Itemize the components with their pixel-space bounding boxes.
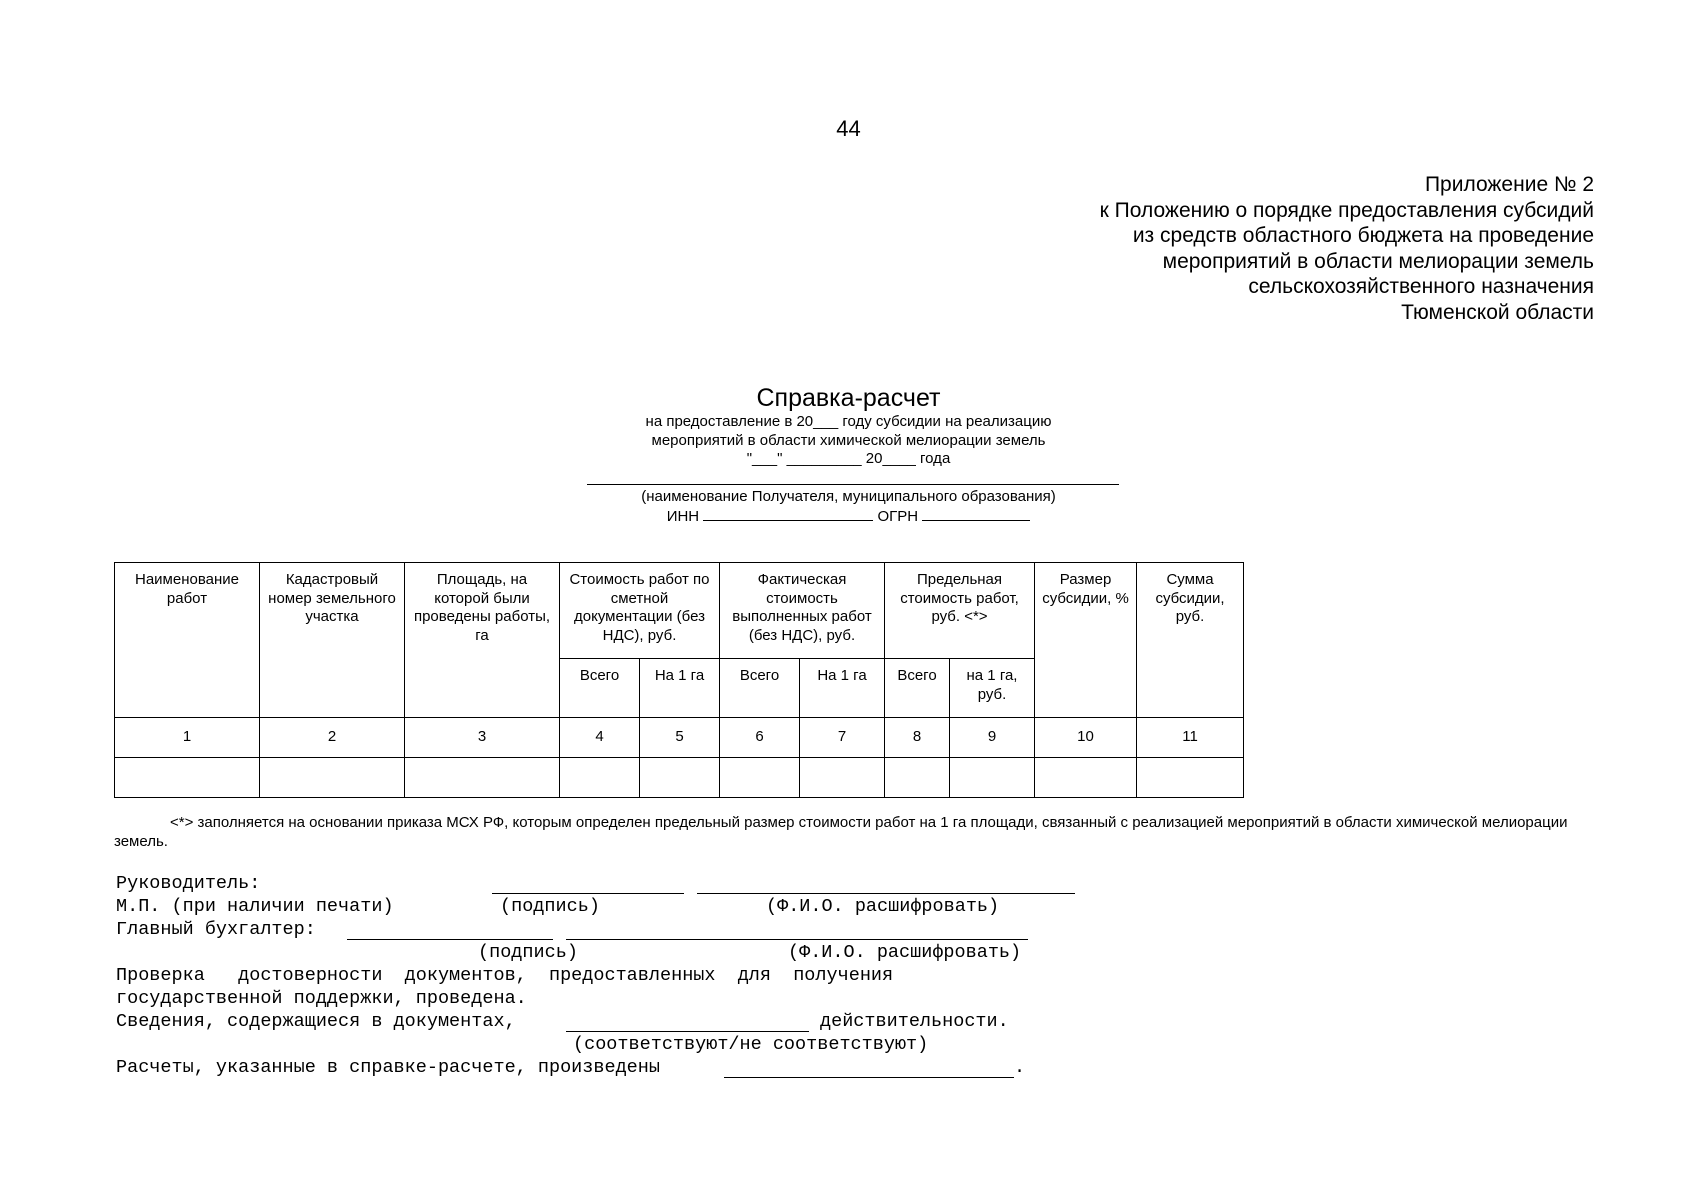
table-cell [1137, 758, 1244, 798]
info-prefix: Сведения, содержащиеся в документах, [116, 1011, 516, 1032]
column-number: 8 [885, 718, 950, 758]
appendix-line: к Положению о порядке предоставления субсидий [1099, 198, 1594, 222]
header-cell: Фактическая стоимость выполненных работ (без НДС), руб. [720, 563, 885, 659]
appendix-reference [1100, 172, 1594, 325]
head-fio-line [697, 893, 1075, 894]
column-number: 10 [1035, 718, 1137, 758]
date-line: "___" _________ 20____ года [746, 450, 951, 467]
column-number: 9 [950, 718, 1035, 758]
table-cell [260, 758, 405, 798]
table-cell [640, 758, 720, 798]
subheader-cell: Всего [560, 659, 640, 718]
table-row [115, 758, 1244, 798]
table-cell [800, 758, 885, 798]
table-cell [115, 758, 260, 798]
ogrn-blank [922, 506, 1030, 521]
accountant-signature-caption: (подпись) [478, 942, 578, 963]
calc-blank-line [724, 1077, 1014, 1078]
footnote: <*> заполняется на основании приказа МСХ РФ, которым определен предельный размер стоимости работ на 1 га площади, связанный с реализацией мероприятий в области химической мелиорации земель. [114, 814, 1568, 850]
check-line: государственной поддержки, проведена. [116, 988, 527, 1009]
head-fio-caption: (Ф.И.О. расшифровать) [766, 896, 1000, 917]
appendix-line: Приложение № 2 [1424, 173, 1594, 196]
document-title: Справка-расчет [756, 384, 941, 412]
column-number: 3 [405, 718, 560, 758]
table-cell [950, 758, 1035, 798]
header-cell: Стоимость работ по сметной документации (без НДС), руб. [560, 563, 720, 659]
appendix-line: мероприятий в области мелиорации земель [1162, 249, 1594, 273]
subtitle-line: мероприятий в области химической мелиорации земель [651, 431, 1046, 449]
title-block [0, 383, 1697, 469]
recipient-name-line [587, 484, 1119, 485]
column-number: 1 [115, 718, 260, 758]
page-number: 44 [836, 116, 861, 141]
column-number: 5 [640, 718, 720, 758]
accountant-fio-caption: (Ф.И.О. расшифровать) [788, 942, 1022, 963]
check-line: Проверка достоверности документов, предоставленных для получения [116, 965, 894, 986]
subheader-cell: На 1 га [640, 659, 720, 718]
column-number: 2 [260, 718, 405, 758]
table-number-row [115, 718, 1244, 758]
column-number: 11 [1137, 718, 1244, 758]
subheader-cell: На 1 га [800, 659, 885, 718]
table-cell [720, 758, 800, 798]
info-blank-line [566, 1031, 809, 1032]
subheader-cell: Всего [885, 659, 950, 718]
info-caption: (соответствуют/не соответствуют) [573, 1034, 929, 1055]
ogrn-label: ОГРН [877, 508, 919, 525]
table-cell [1035, 758, 1137, 798]
header-cell: Размер субсидии, % [1035, 563, 1137, 718]
calc-end: . [1014, 1057, 1026, 1078]
calc-label: Расчеты, указанные в справке-расчете, произведены [116, 1057, 660, 1078]
head-signature-caption: (подпись) [500, 896, 600, 917]
chief-accountant-label: Главный бухгалтер: [116, 919, 316, 940]
subtitle-line: на предоставление в 20___ году субсидии на реализацию [645, 413, 1052, 430]
head-signature-line [492, 893, 684, 894]
appendix-line: сельскохозяйственного назначения [1248, 275, 1594, 298]
calculation-table [114, 562, 1244, 798]
header-cell: Сумма субсидии, руб. [1137, 563, 1244, 718]
header-cell: Наименование работ [115, 563, 260, 718]
accountant-fio-line [566, 939, 1028, 940]
column-number: 4 [560, 718, 640, 758]
table-header-row [115, 563, 1244, 659]
subheader-cell: Всего [720, 659, 800, 718]
column-number: 7 [800, 718, 885, 758]
info-suffix: действительности. [820, 1011, 1009, 1032]
appendix-line: Тюменской области [1401, 300, 1594, 324]
header-cell: Кадастровый номер земельного участка [260, 563, 405, 718]
header-cell: Площадь, на которой были проведены работы, га [405, 563, 560, 718]
recipient-name-caption: (наименование Получателя, муниципального образования) [641, 488, 1056, 505]
stamp-label: М.П. (при наличии печати) [116, 896, 394, 917]
table-cell [885, 758, 950, 798]
header-cell: Предельная стоимость работ, руб. <*> [885, 563, 1035, 659]
column-number: 6 [720, 718, 800, 758]
inn-blank [703, 506, 873, 521]
subheader-cell: на 1 га, руб. [950, 659, 1035, 718]
appendix-line: из средств областного бюджета на проведение [1132, 224, 1594, 247]
table-cell [405, 758, 560, 798]
head-label: Руководитель: [116, 873, 261, 894]
inn-label: ИНН [666, 508, 700, 525]
accountant-signature-line [347, 939, 553, 940]
inn-ogrn-row [0, 506, 1697, 527]
table-cell [560, 758, 640, 798]
